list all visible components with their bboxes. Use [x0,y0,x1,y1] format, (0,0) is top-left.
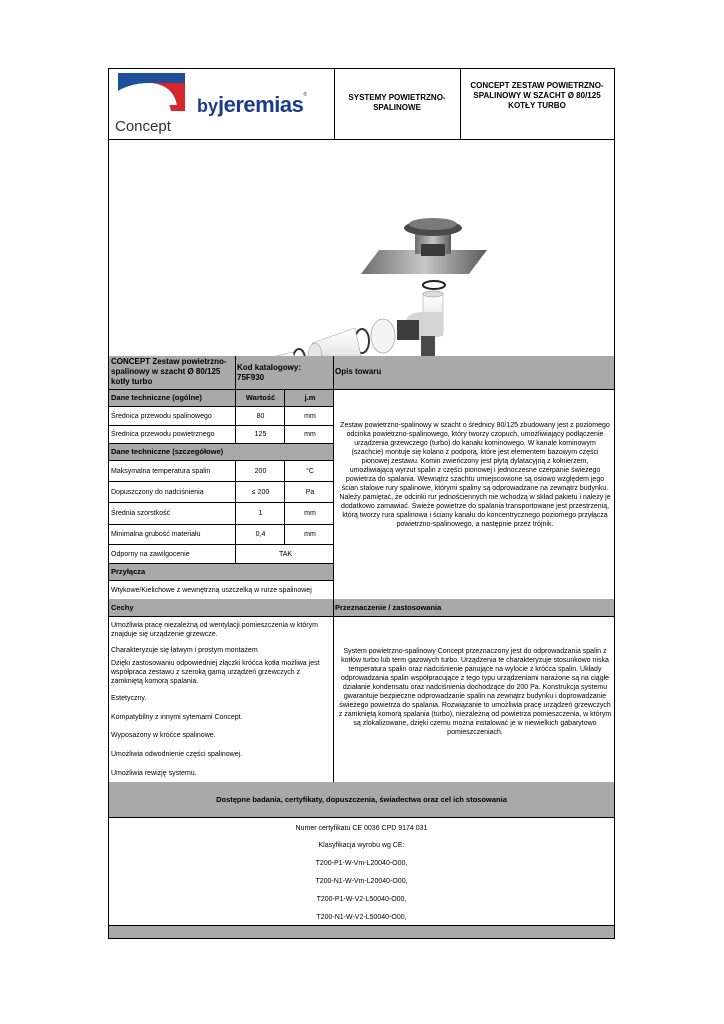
certificate-line: T200-P1-W-V2-L50040-O00, [316,896,407,903]
detail-header-label: Dane techniczne (szczegółowe) [111,447,224,456]
detail-table-header [109,444,334,461]
row-label: Maksymalna temperatura spalin [111,467,211,475]
row-label: Średnia szorstkość [111,510,171,517]
registered-icon: ® [303,92,307,98]
row-unit: mm [284,426,335,443]
table-row [109,525,334,545]
straight-pipe-icon [308,328,361,356]
row-unit: mm [284,407,335,425]
catalog-code-label [237,363,332,383]
feature-item: Estetyczny. [111,695,147,702]
row-value: 0,4 [235,525,285,544]
purpose-text: System powietrzno-spalinowy Concept przeznaczony jest do odprowadzania spalin z kotłów turbo lub term gazowych turbo. Urządzenia te charakteryzuje stosunkowo niska temperatura spalin oraz nadciśnienie panujące na wylocie z króćca spalin. Układy odprowadzania spalin współpracujące z tego typu urządzeniami narażone są na ciągłe działanie kondensatu oraz nadciśnienia dochodzące do 200 Pa. Konstrukcja systemu gwarantuje bezpieczne odprowadzanie spalin na zewnątrz budynku i doprowadzanie świeżego powietrza do spalania. Rozwiązanie to umożliwia pracę urządzeń grzewczych z zamkniętą komorą spalania (turbo), niezależną od powietrza pomieszczenia, w którym są zlokalizowane, dzięki czemu można instalować je w niewielkich gabarytowo pomieszczeniach. [338,648,612,736]
small-ring-icon [293,349,305,356]
product-description: Zestaw powietrzno-spalinowy w szacht o średnicy 80/125 zbudowany jest z poziomego odcinka powietrzno-spalinowego, który tworzy czopuch, umożliwiający podłączenie urządzenia grzewczego (turbo) do kanału kominowego. W kanale kominowym (szachcie) montuje się kolano z podporą, które jest elementem bazowym części pionowej zestawu. Komin zwieńczony jest płytą dylatacyjną z kołnierzem, umożliwiającą wyrzut spalin z części pionowej i jednoczesne czerpanie świeżego powietrza do spalania. Wewnątrz szachtu umiejscowione są osiowo względem jego ścian stalowe rury spalinowe, którymi spaliny są odprowadzane na zewnątrz budynku. Należy pamiętać, że odcinki rur jednościennych nie wchodzą w skład pakietu i należy je dodatkowo zamawiać. Świeże powietrze do spalania transportowane jest przestrzenią, którą tworzy rura spalinowa i ściany kanału do koncentrycznego poziomego przyłącza powietrzno-spalinowego, a następnie przez trójnik. [339,422,611,528]
row-unit: mm [284,503,335,524]
row-value: TAK [235,545,335,563]
connection-header-label: Przyłącza [111,567,146,576]
feature-item: Wyposażony w króćce spalinowe. [111,732,216,739]
table-row [109,426,334,444]
features-header: Cechy [111,603,134,612]
row-label: Odporny na zawilgocenie [111,550,190,558]
certificate-line: Klasyfikacja wyrobu wg CE: [318,842,405,849]
category-title: SYSTEMY POWIETRZNO-SPALINOWE [348,93,446,112]
product-sheet [108,68,615,939]
logo-area [109,69,334,139]
row-label: Średnica przewodu powietrznego [111,431,215,438]
jeremias-logo [197,92,307,118]
row-value: 125 [235,426,285,443]
feature-item: Umożliwia pracę niezależną od wentylacji pomieszczenia w którym znajduje się urządzenie grzewcze. [111,622,318,638]
concept-logo-text: Concept [115,118,171,135]
catalog-label: Kod katalogowy: [237,363,302,372]
purpose-header: Przeznaczenie / zastosowania [335,603,442,612]
certificate-line: T200-N1-W-Vm-L20040-O00, [315,878,408,885]
certificates-header: Dostępne badania, certyfikaty, dopuszczenia, świadectwa oraz cel ich stosowania [216,795,507,804]
row-unit: °C [284,461,335,481]
general-header-value: Wartość [235,390,285,406]
feature-item: Charakteryzuje się łatwym i prostym montażem [111,647,258,654]
logo-by-text: by [197,96,219,116]
row-value: 200 [235,461,285,481]
general-header-unit: j.m [284,390,335,406]
wall-rosette-icon [371,319,395,353]
certificate-line: T200-P1-W-Vm-L20040-O00, [315,860,408,867]
seal-ring-icon [423,281,445,289]
logo-brand-text: jeremias [218,92,304,117]
row-label: Średnica przewodu spalinowego [111,412,212,420]
row-label: Minimalna grubość materiału [111,531,201,538]
feature-item: Umożliwia rewizję systemu. [111,770,197,777]
row-value: 80 [235,407,285,425]
product-illustration [109,140,614,356]
row-value: ≤ 200 [235,482,285,502]
certificate-line: T200-N1-W-V2-L50040-O00, [316,914,407,921]
general-header-label: Dane techniczne (ogólne) [111,393,202,402]
table-row [109,503,334,525]
general-table-header [109,390,334,407]
table-row [109,407,334,426]
row-value: 1 [235,503,285,524]
description-header: Opis towaru [335,367,382,376]
chimney-cap-icon [361,218,487,274]
certificate-line: Numer certyfikatu CE 0036 CPD 9174 031 [295,825,428,832]
catalog-code: 75F930 [237,373,265,382]
product-name: CONCEPT Zestaw powietrzno-spalinowy w szacht Ø 80/125 kotły turbo [111,357,227,386]
elbow-support-icon [397,291,443,356]
product-title: CONCEPT ZESTAW POWIETRZNO-SPALINOWY W SZACHT Ø 80/125 KOTŁY TURBO [470,81,604,110]
feature-item: Dzięki zastosowaniu odpowiedniej złączki króćca kotła możliwa jest współpraca zestawu z szeroką gamą urządzeń grzewczych z zamkniętą komorą spalania. [111,660,320,685]
table-row [109,545,334,564]
row-label: Dopuszczony do nadciśnienia [111,488,204,496]
connection-text: Wtykowe/Kielichowe z wewnętrzną uszczelką w rurze spalinowej [111,586,312,594]
footer-bar [109,925,614,938]
row-unit: mm [284,525,335,544]
table-row [109,482,334,503]
row-unit: Pa [284,482,335,502]
feature-item: Kompatybilny z innymi sytemami Concept. [111,714,243,721]
table-row [109,461,334,482]
feature-item: Umożliwia odwodnienie części spalinowej. [111,751,243,758]
